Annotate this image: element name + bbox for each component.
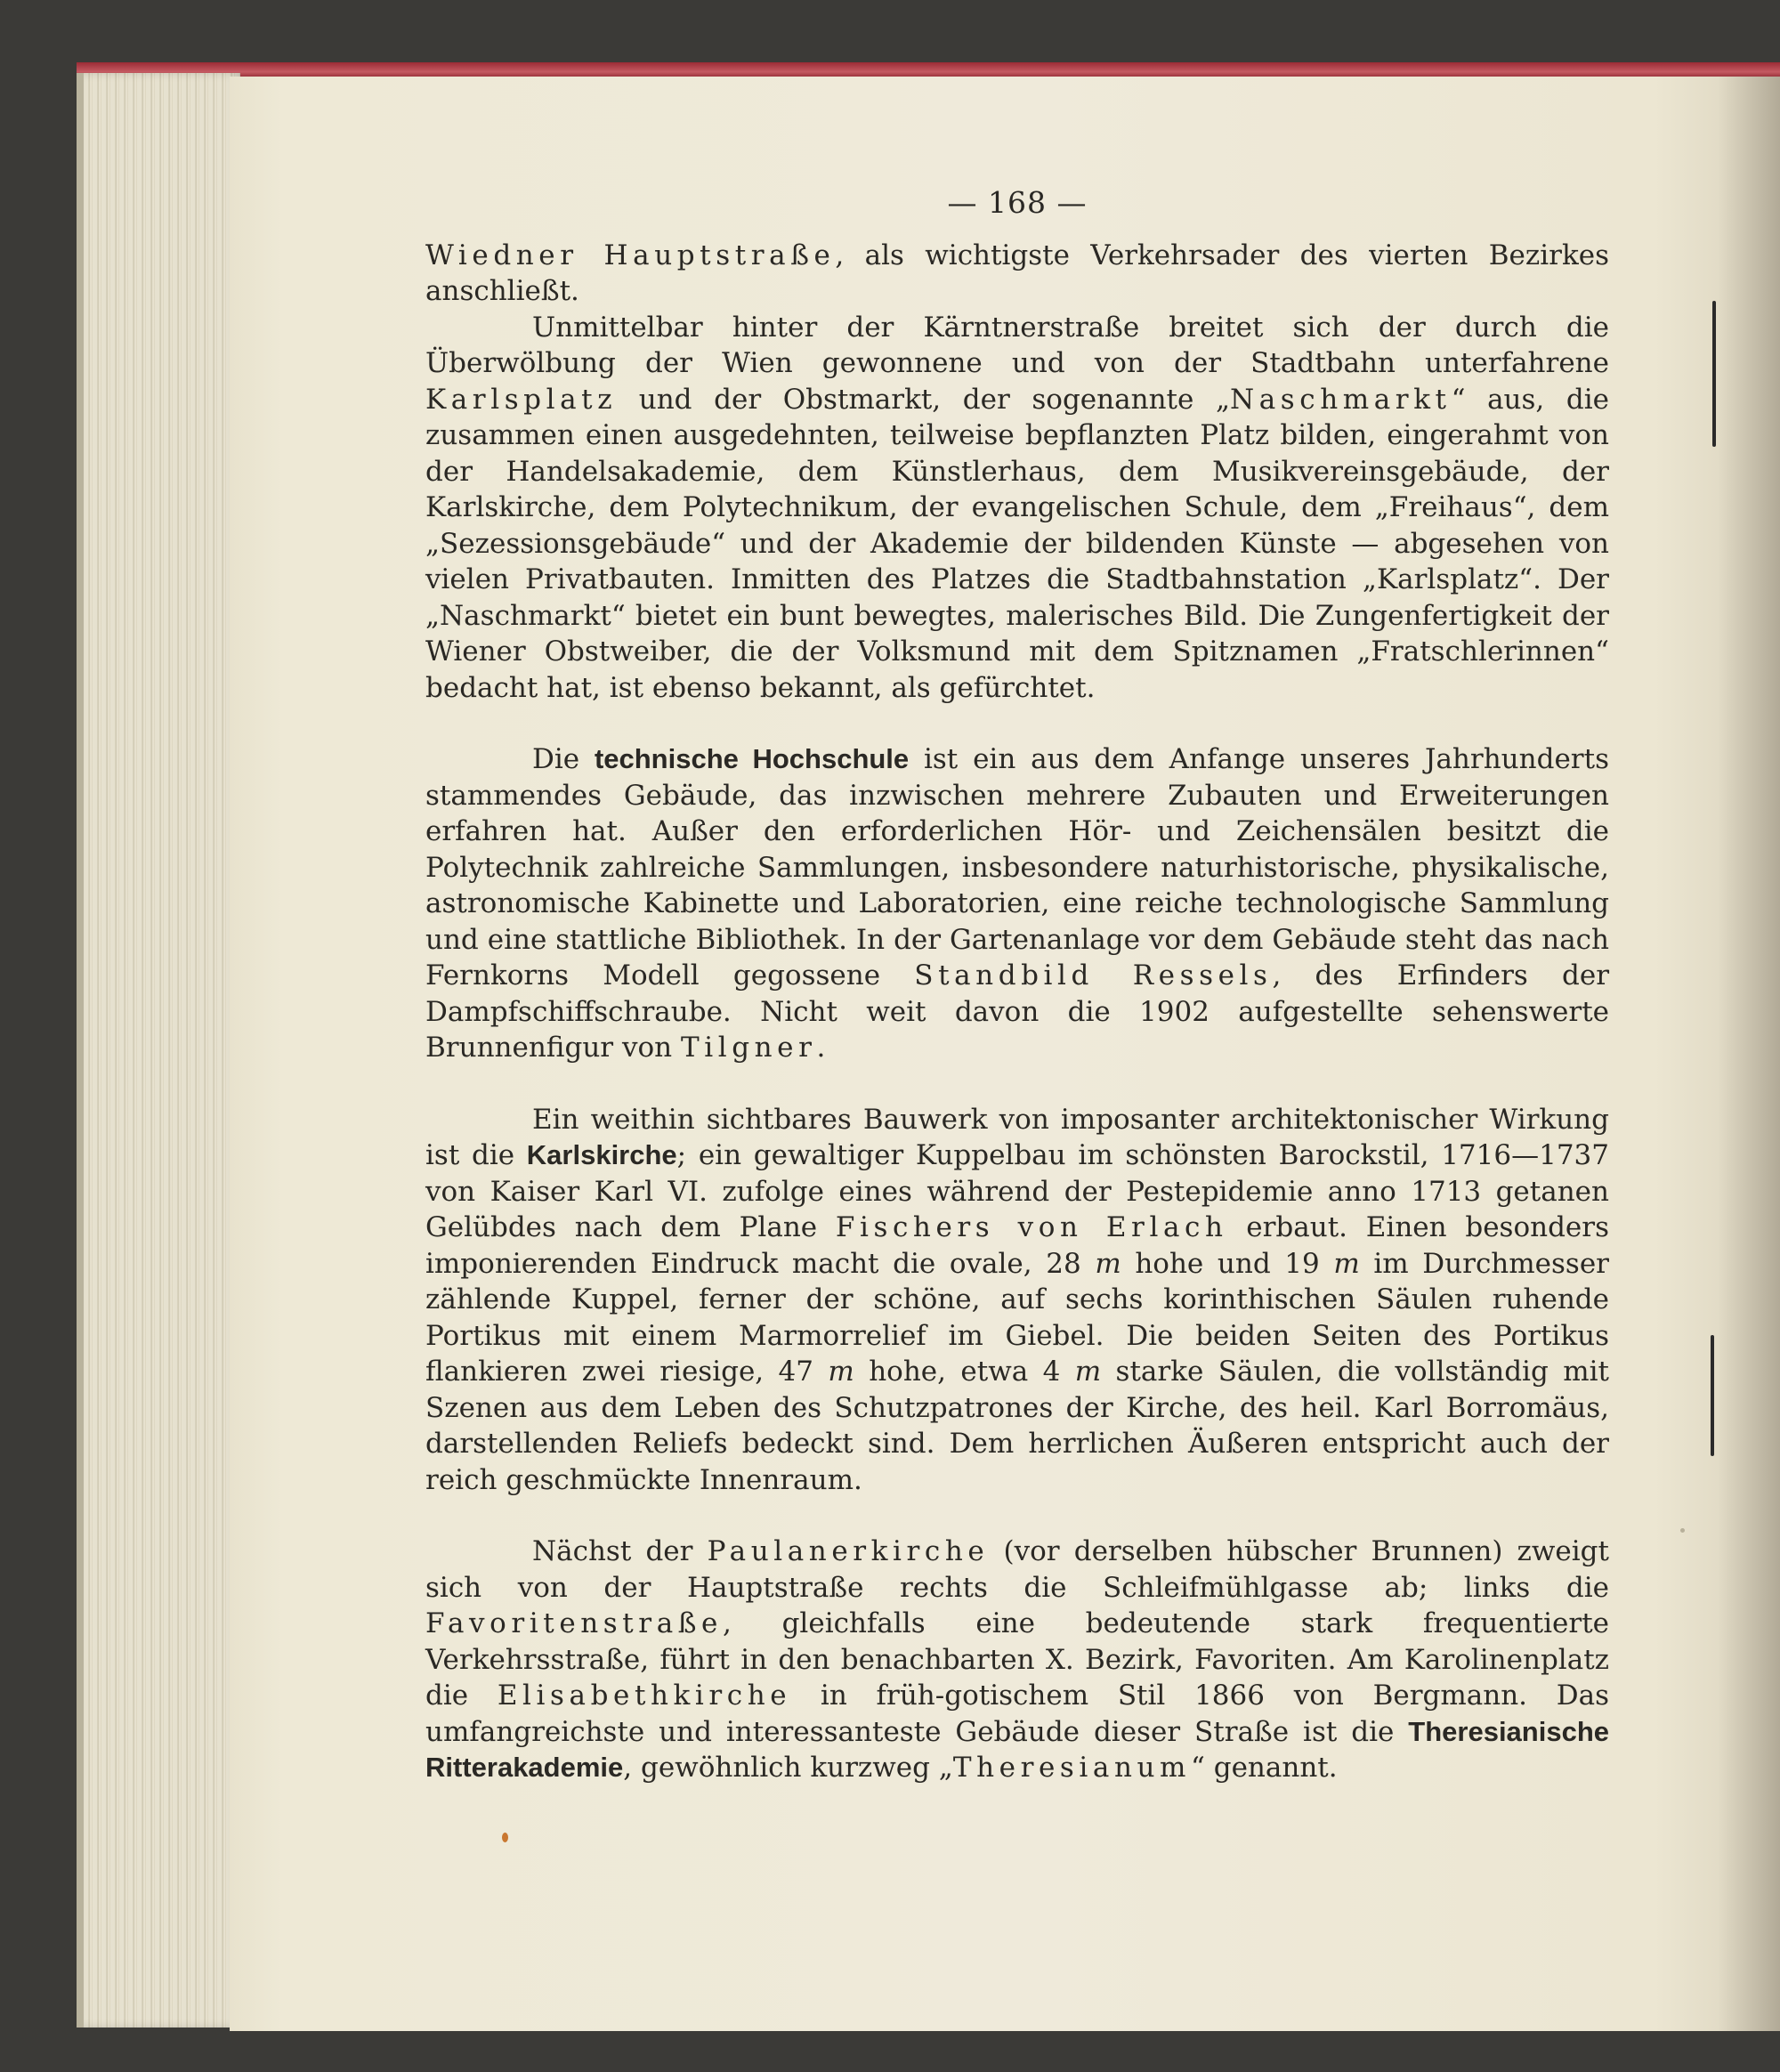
text-run: , gewöhnlich kurzweg „ [623, 1752, 953, 1784]
emphasis-heavy: Theresianische Ritterakademie [425, 1715, 1609, 1783]
paragraph [425, 1102, 1609, 1499]
emphasis-ital: m [828, 1356, 854, 1388]
page-gutter-shadow [1718, 77, 1780, 2031]
page-number: — 168 — [947, 185, 1088, 220]
text-run: “ genannt. [1191, 1752, 1338, 1784]
margin-pencil-mark [1711, 1335, 1714, 1456]
emphasis-spaced: Elisabethkirche [497, 1679, 792, 1712]
text-run: und der Obstmarkt, der sogenannte „ [617, 383, 1231, 416]
emphasis-spaced: Naschmarkt [1230, 383, 1452, 416]
text-run: hohe, etwa 4 [854, 1356, 1075, 1388]
text-run: erbaut. Einen besonders imponierenden Eindruck macht die ovale, 28 [425, 1211, 1610, 1280]
text-run: starke Säulen, die vollständig mit Szenen aus dem Leben des Schutzpatrones der Kirche, des heil. Karl Borromäus, darstellenden Reliefs bedeckt sind. Dem herrlichen Äußeren entspricht auch der reich geschmückte Innenraum. [425, 1356, 1609, 1496]
text-run: in früh-gotischem Stil 1866 von Bergmann. Das umfangreichste und interessanteste Gebäude dieser Straße ist die [425, 1679, 1609, 1748]
emphasis-ital: m [1095, 1247, 1121, 1280]
text-run: Unmittelbar hinter der Kärntnerstraße breitet sich der durch die Überwölbung der Wien gewonnene und von der Stadtbahn unterfahrene [425, 311, 1609, 379]
paragraph [425, 238, 1609, 310]
emphasis-spaced: Theresianum [952, 1752, 1192, 1784]
text-run: , als wichtigste Verkehrsader des vierten Bezirkes anschließt. [425, 239, 1610, 307]
emphasis-heavy: technische Hochschule [594, 743, 910, 774]
emphasis-spaced: Favoritenstraße [425, 1607, 723, 1639]
text-run: hohe und 19 [1121, 1247, 1334, 1280]
paper-stain [502, 1833, 508, 1842]
text-run: im Durchmesser zählende Kuppel, ferner der schöne, auf sechs korinthischen Säulen ruhende Portikus mit einem Marmorrelief im Giebel. Die beiden Seiten des Portikus flankieren zwei riesige, 47 [425, 1247, 1609, 1388]
paragraph [425, 1534, 1609, 1786]
text-run: . [816, 1032, 826, 1064]
text-run: ; ein gewaltiger Kuppelbau im schönsten Barockstil, 1716—1737 von Kaiser Karl VI. zufolge eines während der Pestepidemie anno 1713 getanen Gelübdes nach dem Plane [425, 1139, 1609, 1243]
emphasis-spaced: Fischers von Erlach [835, 1211, 1228, 1243]
text-run: (vor derselben hübscher Brunnen) zweigt sich von der Hauptstraße rechts die Schleifmühlgasse ab; links die [425, 1535, 1609, 1604]
text-block [425, 185, 1609, 1786]
text-run: Nächst der [532, 1535, 708, 1567]
text-run: , gleichfalls eine bedeutende stark frequentierte Verkehrsstraße, führt in den benachbarten X. Bezirk, Favoriten. Am Karolinenplatz die [425, 1607, 1609, 1712]
emphasis-ital: m [1333, 1247, 1360, 1280]
text-run: ist ein aus dem Anfange unseres Jahrhunderts stammendes Gebäude, das inzwischen mehrere Zubauten und Erweiterungen erfahren hat. Außer den erforderlichen Hör- und Zeichensälen besitzt die Polytechnik zahlreiche Sammlungen, insbesondere naturhistorische, physikalische, astronomische Kabinette und Laboratorien, eine reiche technologische Sammlung und eine stattliche Bibliothek. In der Gartenanlage vor dem Gebäude steht das nach Fernkorns Modell gegossene [425, 743, 1609, 991]
text-run: Die [532, 743, 595, 775]
margin-pencil-mark [1712, 301, 1716, 447]
emphasis-spaced: Karlsplatz [425, 383, 618, 416]
text-run: Ein weithin sichtbares Bauwerk von imposanter architektonischer Wirkung ist die [425, 1103, 1609, 1171]
book-page-edges [77, 73, 240, 2027]
text-run: , des Erfinders der Dampfschiffschraube. Nicht weit davon die 1902 aufgestellte sehenswerte Brunnenfigur von [425, 959, 1610, 1064]
emphasis-spaced: Tilgner [680, 1032, 817, 1064]
text-run: “ aus, die zusammen einen ausgedehnten, teilweise bepflanzten Platz bilden, eingerahmt von der Handelsakademie, dem Künstlerhaus, dem Musikvereinsgebäude, der Karlskirche, dem Polytechnikum, der evangelischen Schule, dem „Freihaus“, dem „Sezessionsgebäude“ und der Akademie der bildenden Künste — abgesehen von vielen Privatbauten. Inmitten des Platzes die Stadtbahnstation „Karlsplatz“. Der „Naschmarkt“ bietet ein bunt bewegtes, malerisches Bild. Die Zungenfertigkeit der Wiener Obstweiber, die der Volksmund mit dem Spitznamen „Fratschlerinnen“ bedacht hat, ist ebenso bekannt, als gefürchtet. [425, 383, 1609, 704]
emphasis-spaced: Wiedner Hauptstraße [425, 239, 836, 271]
emphasis-spaced: Standbild Ressels [914, 959, 1273, 991]
emphasis-ital: m [1074, 1356, 1102, 1388]
paragraph [425, 310, 1609, 707]
paragraph [425, 741, 1609, 1066]
paper-speck [1680, 1528, 1685, 1533]
emphasis-spaced: Paulanerkirche [707, 1535, 990, 1567]
emphasis-heavy: Karlskirche [526, 1139, 677, 1170]
